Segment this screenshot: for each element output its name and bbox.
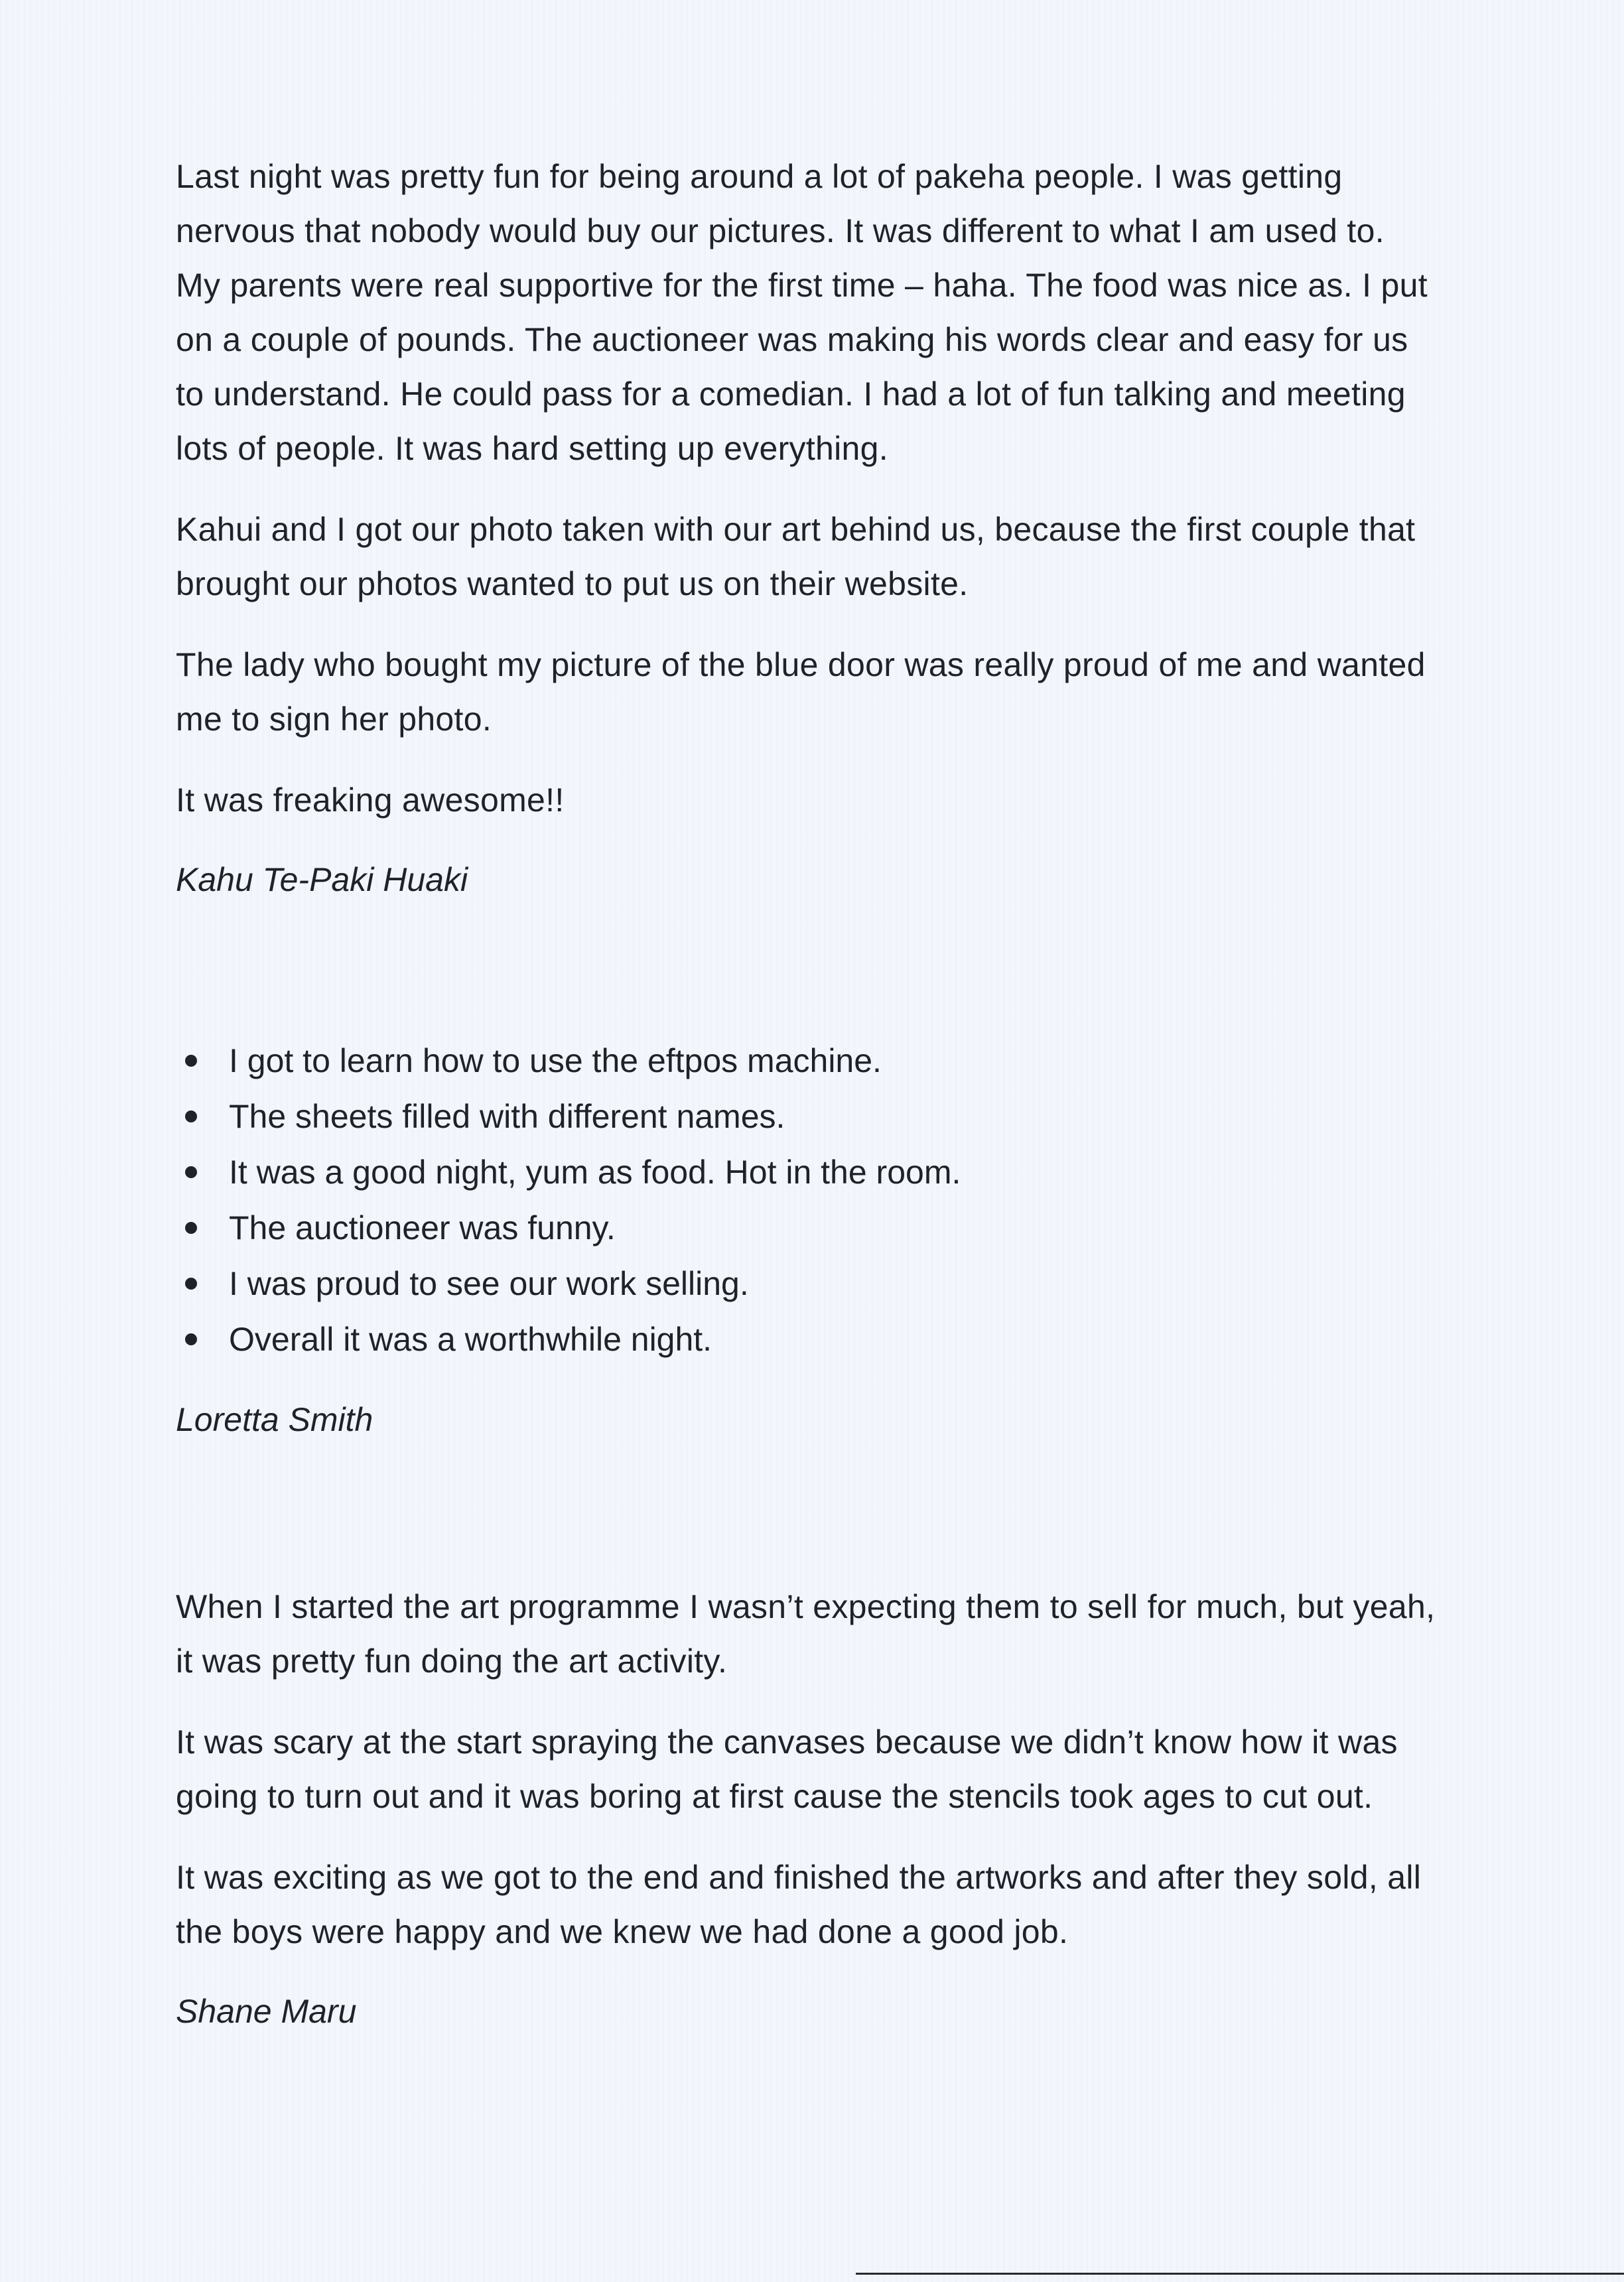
author-signature: Kahu Te-Paki Huaki xyxy=(176,861,468,898)
paragraph: Last night was pretty fun for being around a lot of pakeha people. I was getting nervous that nobody would buy our pictures. It was different to what I am used to. My parents were real supportive for the first time – haha. The food was nice as. I put on a couple of pounds. The auctioneer was making his words clear and easy for us to understand. He could pass for a comedian. I had a lot of fun talking and meeting lots of people. It was hard setting up everything. xyxy=(176,158,1428,467)
testimonial-loretta xyxy=(176,1033,1436,1447)
bullet-icon xyxy=(185,1222,197,1234)
spacer xyxy=(176,907,1436,1033)
paragraph: When I started the art programme I wasn’t expecting them to sell for much, but yeah, it was pretty fun doing the art activity. xyxy=(176,1588,1436,1680)
list-item xyxy=(176,1311,1436,1367)
author-signature: Shane Maru xyxy=(176,1993,357,2030)
list-item-text: I was proud to see our work selling. xyxy=(229,1265,749,1302)
list-item xyxy=(176,1089,1436,1144)
bullet-icon xyxy=(185,1333,197,1345)
paragraph: Kahui and I got our photo taken with our art behind us, because the first couple that brought our photos wanted to put us on their website. xyxy=(176,511,1416,602)
list-item-text: It was a good night, yum as food. Hot in the room. xyxy=(229,1154,961,1191)
list-item xyxy=(176,1200,1436,1256)
paragraph: It was freaking awesome!! xyxy=(176,781,565,819)
list-item xyxy=(176,1144,1436,1200)
testimonial-kahu xyxy=(176,149,1436,907)
page-content xyxy=(176,149,1436,2039)
bullet-icon xyxy=(185,1055,197,1067)
paragraph: It was scary at the start spraying the canvases because we didn’t know how it was going to turn out and it was boring at first cause the stencils took ages to cut out. xyxy=(176,1723,1398,1815)
spacer xyxy=(176,1447,1436,1579)
paragraph: The lady who bought my picture of the blue door was really proud of me and wanted me to sign her photo. xyxy=(176,646,1426,738)
list-item-text: The sheets filled with different names. xyxy=(229,1098,785,1135)
scan-edge-line xyxy=(856,2273,1624,2275)
bullet-icon xyxy=(185,1166,197,1178)
list-item xyxy=(176,1256,1436,1311)
paragraph: It was exciting as we got to the end and finished the artworks and after they sold, all the boys were happy and we knew we had done a good job. xyxy=(176,1859,1422,1950)
bullet-list xyxy=(176,1033,1436,1367)
list-item-text: Overall it was a worthwhile night. xyxy=(229,1321,712,1358)
testimonial-shane xyxy=(176,1579,1436,2039)
bullet-icon xyxy=(185,1278,197,1290)
list-item-text: I got to learn how to use the eftpos machine. xyxy=(229,1042,882,1079)
list-item xyxy=(176,1033,1436,1089)
list-item-text: The auctioneer was funny. xyxy=(229,1209,616,1246)
author-signature: Loretta Smith xyxy=(176,1401,373,1438)
bullet-icon xyxy=(185,1110,197,1122)
